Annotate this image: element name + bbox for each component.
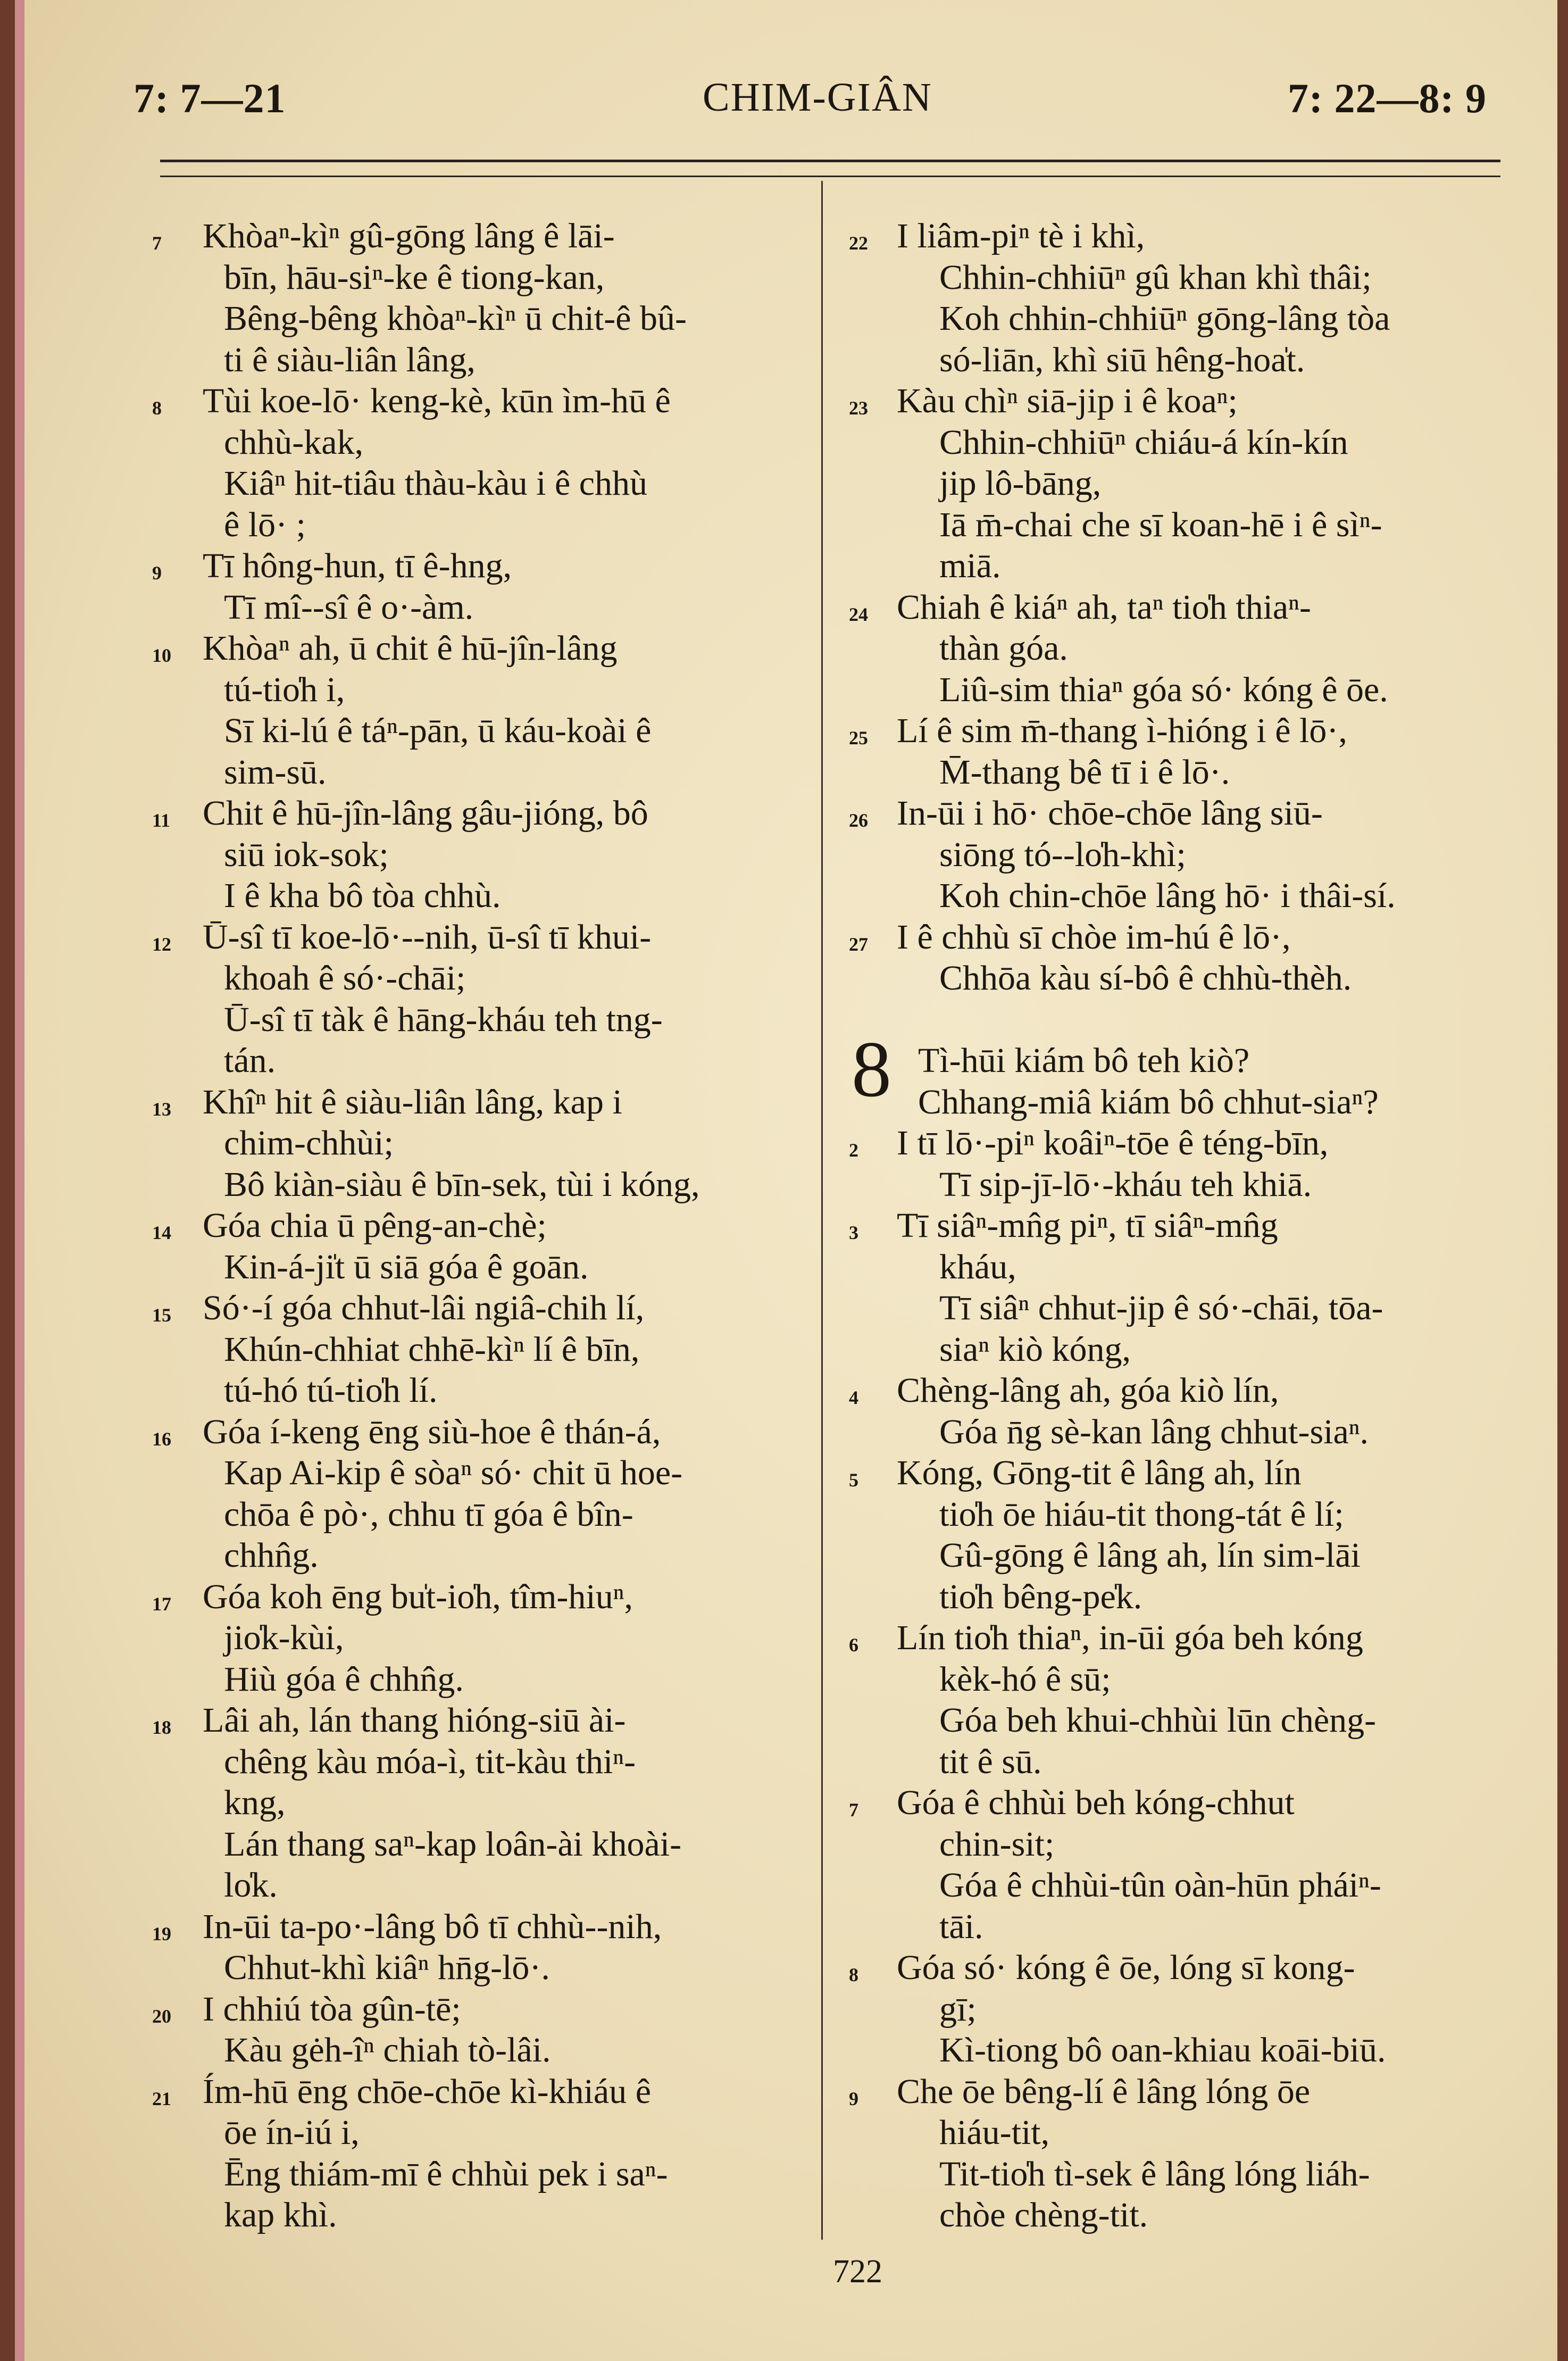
- verse-number: 7: [849, 1799, 858, 1820]
- verse-line: [822, 2112, 1567, 2154]
- verse-line: [24, 1370, 822, 1411]
- verse-line: [822, 1082, 1567, 1123]
- verse-line: [24, 834, 822, 876]
- verse-text: Ū-sî tī koe-lō·--nih, ū-sî tī khui-: [203, 917, 652, 957]
- verse-text: I ê chhù sī chòe im-hú ê lō·,: [897, 917, 1291, 957]
- verse-text: I ê kha bô tòa chhù.: [224, 876, 501, 915]
- verse-text: Che ōe bêng-lí ê lâng lóng ōe: [897, 2072, 1311, 2111]
- verse-line: [24, 1989, 822, 2030]
- verse-line: [822, 1865, 1567, 1906]
- verse-text: chòe chèng-tit.: [939, 2196, 1148, 2234]
- verse-number: 11: [152, 810, 171, 831]
- verse-number: 23: [849, 397, 868, 419]
- book-title: CHIM-GIÂN: [703, 75, 932, 120]
- verse-line: [822, 628, 1567, 669]
- verse-number: 18: [152, 1717, 171, 1738]
- verse-text: sim-sū.: [224, 752, 327, 792]
- verse-line: [822, 2194, 1567, 2236]
- verse-text: tit ê sū.: [939, 1742, 1042, 1781]
- verse-text: Ū-sî tī tàk ê hāng-kháu teh tng-: [224, 1000, 663, 1039]
- verse-text: Tī siâⁿ-mn̂g piⁿ, tī siâⁿ-mn̂g: [897, 1206, 1278, 1245]
- verse-line: [24, 1411, 822, 1453]
- verse-line: [822, 2071, 1567, 2113]
- verse-line: [24, 2030, 822, 2071]
- verse-line: [822, 1989, 1567, 2030]
- verse-text: siōng tó--lo̍h-khì;: [939, 835, 1186, 874]
- verse-line: [822, 999, 1567, 1041]
- verse-line: [24, 793, 822, 834]
- header-rule-thick: [160, 160, 1500, 162]
- header-rule-thin: [160, 176, 1500, 177]
- verse-line: [24, 1865, 822, 1906]
- verse-line: [24, 1576, 822, 1618]
- verse-text: Khòaⁿ-kìⁿ gû-gōng lâng ê lāi-: [203, 217, 615, 255]
- verse-number: 4: [849, 1387, 858, 1408]
- verse-line: [822, 1906, 1567, 1948]
- verse-line: [822, 752, 1567, 793]
- verse-line: [822, 1741, 1567, 1783]
- verse-number: 5: [849, 1469, 858, 1491]
- verse-text: chōa ê pò·, chhu tī góa ê bîn-: [224, 1494, 633, 1534]
- verse-text: Tī mî--sî ê o·-àm.: [224, 587, 474, 627]
- verse-text: Liû-sim thiaⁿ góa só· kóng ê ōe.: [939, 670, 1388, 709]
- verse-text: Góa ê chhùi beh kóng-chhut: [897, 1783, 1295, 1822]
- verse-text: M̄-thang bê tī i ê lō·.: [939, 752, 1230, 792]
- verse-line: [822, 1494, 1567, 1535]
- verse-number: 16: [152, 1428, 171, 1450]
- verse-line: [822, 215, 1567, 257]
- verse-number: 3: [849, 1222, 858, 1243]
- verse-number: 24: [849, 603, 868, 625]
- verse-text: Koh chhin-chhiūⁿ gōng-lâng tòa: [939, 299, 1390, 338]
- verse-number: 7: [152, 232, 162, 254]
- verse-line: [24, 422, 822, 463]
- verse-text: kap khì.: [224, 2196, 337, 2234]
- verse-text: Kàu gėh-îⁿ chiah tò-lâi.: [224, 2031, 551, 2069]
- verse-line: [822, 710, 1567, 752]
- verse-line: [822, 545, 1567, 587]
- verse-number: 19: [152, 1923, 171, 1944]
- verse-line: [24, 958, 822, 999]
- verse-text: khoah ê só·-chāi;: [224, 959, 466, 997]
- verse-line: [24, 1164, 822, 1206]
- page-number: 722: [833, 2254, 882, 2290]
- verse-text: Gû-gōng ê lâng ah, lín sim-lāi: [939, 1536, 1361, 1575]
- verse-number: 14: [152, 1222, 171, 1243]
- verse-text: Khòaⁿ ah, ū chit ê hū-jîn-lâng: [203, 629, 618, 668]
- verse-text: só-liān, khì siū hêng-hoa̍t.: [939, 340, 1305, 379]
- verse-text: thàn góa.: [939, 629, 1068, 668]
- verse-line: [822, 257, 1567, 298]
- verse-number: 25: [849, 727, 868, 749]
- verse-text: Tī siâⁿ chhut-jip ê só·-chāi, tōa-: [939, 1288, 1383, 1327]
- verse-number: 17: [152, 1593, 171, 1615]
- verse-line: [822, 1947, 1567, 1989]
- chapter-number: 8: [852, 1025, 891, 1113]
- right-column: [822, 215, 1567, 2236]
- verse-line: [822, 793, 1567, 834]
- verse-text: Tī hông-hun, tī ê-hng,: [203, 546, 512, 585]
- verse-line: [24, 1947, 822, 1989]
- verse-text: Góa só· kóng ê ōe, lóng sī kong-: [897, 1948, 1355, 1987]
- book-page: [15, 0, 1557, 2361]
- verse-text: siū iok-sok;: [224, 835, 389, 874]
- verse-text: chhù-kak,: [224, 422, 364, 462]
- verse-line: [822, 587, 1567, 628]
- verse-text: Chiah ê kiáⁿ ah, taⁿ tio̍h thiaⁿ-: [897, 587, 1311, 627]
- verse-text: jip lô-bāng,: [939, 464, 1102, 503]
- verse-text: Lán thang saⁿ-kap loân-ài khoài-: [224, 1824, 682, 1864]
- verse-line: [822, 1246, 1567, 1288]
- verse-text: Góa ê chhùi-tûn oàn-hūn pháiⁿ-: [939, 1866, 1381, 1905]
- verse-line: [24, 2154, 822, 2195]
- verse-text: Lín tio̍h thiaⁿ, in-ūi góa beh kóng: [897, 1618, 1363, 1657]
- verse-text: I tī lō·-piⁿ koâiⁿ-tōe ê téng-bīn,: [897, 1124, 1329, 1162]
- verse-text: I liâm-piⁿ tè i khì,: [897, 217, 1145, 255]
- verse-text: Kiâⁿ hit-tiâu thàu-kàu i ê chhù: [224, 464, 648, 503]
- verse-line: [24, 628, 822, 669]
- verse-line: [24, 1040, 822, 1082]
- verse-line: [822, 1535, 1567, 1576]
- verse-text: Góa í-keng ēng siù-hoe ê thán-á,: [203, 1412, 661, 1451]
- verse-number: 9: [152, 562, 162, 584]
- verse-text: Hiù góa ê chhn̂g.: [224, 1659, 464, 1699]
- verse-line: [24, 1741, 822, 1783]
- verse-line: [822, 1164, 1567, 1206]
- left-column: [24, 215, 822, 2236]
- verse-line: [24, 1782, 822, 1824]
- verse-number: 8: [849, 1964, 858, 1985]
- verse-line: [24, 587, 822, 628]
- verse-line: [24, 504, 822, 546]
- verse-text: Khîⁿ hit ê siàu-liân lâng, kap i: [203, 1082, 622, 1121]
- verse-line: [822, 1040, 1567, 1082]
- verse-line: [822, 1659, 1567, 1700]
- verse-text: Ēng thiám-mī ê chhùi pek i saⁿ-: [224, 2154, 668, 2193]
- verse-text: Chhin-chhiūⁿ gû khan khì thâi;: [939, 257, 1372, 297]
- verse-line: [24, 1700, 822, 1741]
- verse-text: bīn, hāu-siⁿ-ke ê tiong-kan,: [224, 257, 605, 297]
- verse-line: [822, 1700, 1567, 1741]
- verse-line: [822, 2154, 1567, 2195]
- verse-text: Kì-tiong bô oan-khiau koāi-biū.: [939, 2031, 1386, 2069]
- verse-number: 13: [152, 1098, 171, 1120]
- verse-text: jio̍k-kùi,: [224, 1618, 344, 1657]
- verse-line: [24, 1906, 822, 1948]
- verse-line: [24, 1287, 822, 1329]
- verse-number: 6: [849, 1634, 858, 1656]
- verse-text: Góa koh ēng bu̍t-io̍h, tîm-hiuⁿ,: [203, 1577, 633, 1616]
- verse-text: Kap Ai-kip ê sòaⁿ só· chit ū hoe-: [224, 1453, 683, 1492]
- verse-text: Chhōa kàu sí-bô ê chhù-thèh.: [939, 959, 1352, 997]
- verse-text: Chèng-lâng ah, góa kiò lín,: [897, 1371, 1279, 1410]
- verse-text: Lí ê sim m̄-thang ì-hióng i ê lō·,: [897, 711, 1347, 750]
- verse-text: ōe ín-iú i,: [224, 2113, 360, 2152]
- verse-text: Kóng, Gōng-tit ê lâng ah, lín: [897, 1453, 1302, 1492]
- verse-text: tán.: [224, 1041, 276, 1080]
- verse-text: tú-hó tú-tio̍h lí.: [224, 1371, 438, 1410]
- verse-line: [24, 917, 822, 958]
- verse-line: [24, 257, 822, 298]
- verse-line: [822, 958, 1567, 999]
- verse-line: [822, 1824, 1567, 1865]
- verse-line: [822, 917, 1567, 958]
- verse-line: [822, 422, 1567, 463]
- verse-text: Tùi koe-lō· keng-kè, kūn ìm-hū ê: [203, 381, 671, 420]
- verse-line: [24, 669, 822, 711]
- verse-line: [24, 545, 822, 587]
- verse-line: [24, 2194, 822, 2236]
- verse-text: chin-sit;: [939, 1824, 1055, 1864]
- verse-text: Bô kiàn-siàu ê bīn-sek, tùi i kóng,: [224, 1165, 700, 1204]
- verse-number: 15: [152, 1304, 171, 1326]
- verse-text: tú-tio̍h i,: [224, 670, 345, 709]
- verse-line: [24, 2071, 822, 2113]
- verse-number: 12: [152, 933, 171, 955]
- verse-text: miā.: [939, 546, 1001, 585]
- verse-line: [822, 1329, 1567, 1370]
- verse-text: Góa n̄g sè-kan lâng chhut-siaⁿ.: [939, 1412, 1369, 1451]
- verse-text: Tī sip-jī-lō·-kháu teh khiā.: [939, 1165, 1312, 1204]
- verse-text: Bêng-bêng khòaⁿ-kìⁿ ū chit-ê bû-: [224, 299, 687, 338]
- verse-text: chhn̂g.: [224, 1536, 319, 1575]
- verse-text: Ím-hū ēng chōe-chōe kì-khiáu ê: [203, 2072, 651, 2111]
- verse-line: [822, 1287, 1567, 1329]
- verse-text: Sī ki-lú ê táⁿ-pān, ū káu-koài ê: [224, 711, 652, 750]
- verse-line: [822, 1205, 1567, 1246]
- verse-line: [24, 1205, 822, 1246]
- verse-text: kèk-hó ê sū;: [939, 1659, 1111, 1699]
- verse-text: ti ê siàu-liân lâng,: [224, 340, 476, 379]
- verse-text: tio̍h bêng-pe̍k.: [939, 1577, 1142, 1616]
- verse-line: [24, 298, 822, 339]
- verse-line: [24, 380, 822, 422]
- verse-text: Góa chia ū pêng-an-chè;: [203, 1206, 547, 1245]
- verse-text: In-ūi ta-po·-lâng bô tī chhù--nih,: [203, 1907, 662, 1946]
- verse-line: [822, 339, 1567, 381]
- verse-text: I chhiú tòa gûn-tē;: [203, 1989, 461, 2029]
- verse-line: [24, 1617, 822, 1659]
- verse-line: [24, 1246, 822, 1288]
- verse-text: Chhin-chhiūⁿ chiáu-á kín-kín: [939, 422, 1348, 462]
- verse-line: [24, 1659, 822, 1700]
- verse-line: [24, 875, 822, 917]
- verse-text: hiáu-tit,: [939, 2113, 1050, 2152]
- verse-text: Lâi ah, lán thang hióng-siū ài-: [203, 1701, 626, 1740]
- verse-line: [24, 215, 822, 257]
- verse-text: Chit ê hū-jîn-lâng gâu-jióng, bô: [203, 794, 648, 833]
- verse-line: [24, 1535, 822, 1576]
- verse-line: [822, 1123, 1567, 1164]
- verse-number: 9: [849, 2088, 858, 2109]
- verse-text: Chhut-khì kiâⁿ hn̄g-lō·.: [224, 1948, 550, 1987]
- verse-line: [822, 2030, 1567, 2071]
- verse-line: [822, 1617, 1567, 1659]
- verse-line: [822, 1576, 1567, 1618]
- verse-line: [822, 834, 1567, 876]
- verse-number: 2: [849, 1140, 858, 1161]
- verse-line: [822, 298, 1567, 339]
- verse-text: chêng kàu móa-ì, tit-kàu thiⁿ-: [224, 1742, 636, 1781]
- verse-line: [24, 1123, 822, 1164]
- verse-line: [822, 504, 1567, 546]
- verse-text: kng,: [224, 1783, 286, 1822]
- verse-line: [822, 380, 1567, 422]
- verse-line: [24, 463, 822, 504]
- verse-text: Kin-á-ji̍t ū siā góa ê goān.: [224, 1247, 589, 1286]
- header-verse-range-right: 7: 22—8: 9: [1288, 75, 1487, 121]
- verse-line: [24, 1452, 822, 1494]
- verse-number: 21: [152, 2088, 171, 2109]
- verse-number: 10: [152, 645, 171, 666]
- verse-text: Koh chin-chōe lâng hō· i thâi-sí.: [939, 876, 1396, 915]
- verse-text: ê lō· ;: [224, 505, 306, 544]
- verse-number: 20: [152, 2005, 171, 2027]
- verse-line: [24, 1082, 822, 1123]
- verse-line: [24, 1329, 822, 1370]
- verse-number: 8: [152, 397, 162, 419]
- verse-text: siaⁿ kiò kóng,: [939, 1329, 1131, 1369]
- verse-line: [822, 463, 1567, 504]
- verse-text: Iā m̄-chai che sī koan-hē i ê sìⁿ-: [939, 505, 1382, 544]
- verse-text: In-ūi i hō· chōe-chōe lâng siū-: [897, 794, 1323, 833]
- verse-line: [822, 1411, 1567, 1453]
- verse-text: chim-chhùi;: [224, 1124, 394, 1162]
- verse-text: kháu,: [939, 1247, 1016, 1286]
- verse-text: Só·-í góa chhut-lâi ngiâ-chih lí,: [203, 1288, 645, 1327]
- verse-line: [822, 1452, 1567, 1494]
- verse-number: 27: [849, 933, 868, 955]
- verse-text: Tì-hūi kiám bô teh kiò?: [918, 1041, 1250, 1080]
- verse-line: [24, 710, 822, 752]
- verse-line: [24, 339, 822, 381]
- verse-text: Chhang-miâ kiám bô chhut-siaⁿ?: [918, 1082, 1379, 1121]
- verse-line: [24, 2112, 822, 2154]
- verse-line: [822, 669, 1567, 711]
- verse-line: [822, 875, 1567, 917]
- verse-line: [24, 1494, 822, 1535]
- verse-text: Góa beh khui-chhùi lūn chèng-: [939, 1701, 1377, 1740]
- verse-line: [822, 1782, 1567, 1824]
- verse-text: gī;: [939, 1989, 977, 2029]
- verse-line: [822, 1370, 1567, 1411]
- verse-number: 22: [849, 232, 868, 254]
- verse-text: tio̍h ōe hiáu-tit thong-tát ê lí;: [939, 1494, 1344, 1534]
- verse-line: [24, 1824, 822, 1865]
- verse-line: [24, 752, 822, 793]
- verse-line: [24, 999, 822, 1041]
- verse-text: tāi.: [939, 1907, 983, 1946]
- verse-number: 26: [849, 810, 868, 831]
- verse-text: lo̍k.: [224, 1866, 278, 1905]
- verse-text: Kàu chìⁿ siā-jip i ê koaⁿ;: [897, 381, 1238, 420]
- verse-text: Tit-tio̍h tì-sek ê lâng lóng liáh-: [939, 2154, 1370, 2193]
- header-verse-range-left: 7: 7—21: [134, 75, 286, 121]
- verse-text: Khún-chhiat chhē-kìⁿ lí ê bīn,: [224, 1329, 640, 1369]
